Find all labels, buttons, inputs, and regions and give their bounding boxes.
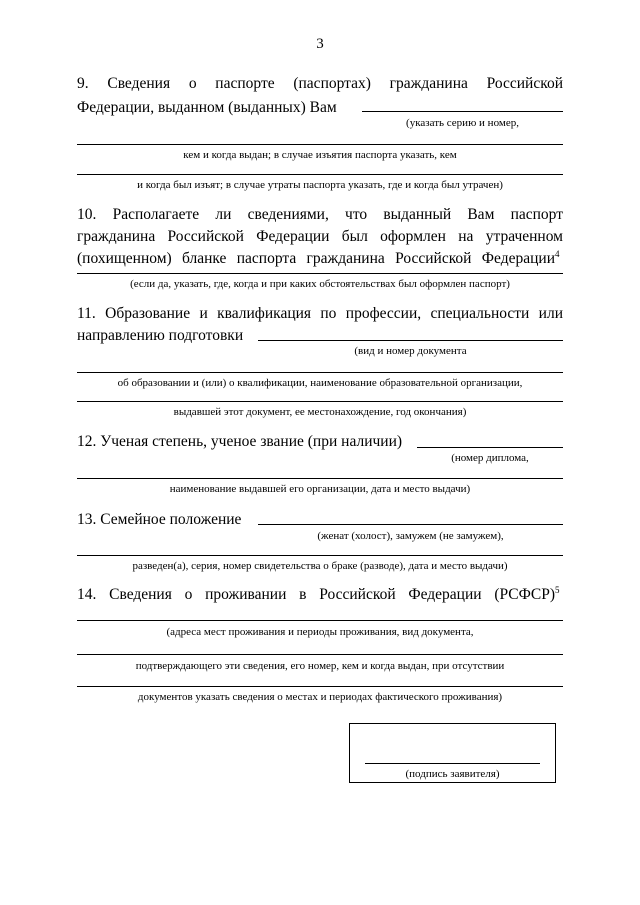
q10-footnote-mark: 4	[555, 248, 560, 259]
q13-line1: 13. Семейное положение	[77, 511, 242, 528]
q9-line1: 9. Сведения о паспорте (паспортах) гражданина Российской	[77, 75, 563, 92]
q14-footnote-mark: 5	[555, 584, 560, 595]
q12-answer-line2[interactable]	[77, 478, 563, 479]
q13-answer-line2[interactable]	[77, 555, 563, 556]
q13-caption2: разведен(а), серия, номер свидетельства о браке (разводе), дата и место выдачи)	[132, 560, 508, 572]
q10-line1: 10. Располагаете ли сведениями, что выданный Вам паспорт	[77, 206, 563, 223]
q10-answer-line[interactable]	[77, 273, 563, 274]
q14-answer-line3[interactable]	[77, 686, 563, 687]
q11-caption1: (вид и номер документа	[354, 345, 467, 357]
q11-line1: 11. Образование и квалификация по профессии, специальности или	[77, 305, 563, 322]
q13-caption1: (женат (холост), замужем (не замужем),	[317, 530, 504, 542]
q11-line2: направлению подготовки	[77, 327, 244, 344]
q9-caption1: (указать серию и номер,	[406, 117, 519, 129]
q10-caption1: (если да, указать, где, когда и при каких обстоятельствах был оформлен паспорт)	[130, 278, 510, 290]
q11-answer-line2[interactable]	[77, 372, 563, 373]
q14-caption3: документов указать сведения о местах и периодах фактического проживания)	[137, 691, 503, 703]
q9-caption2: кем и когда выдан; в случае изъятия паспорта указать, кем	[183, 149, 457, 161]
q10-line2: гражданина Российской Федерации был оформлен на утраченном	[77, 228, 563, 245]
q10-line3	[77, 247, 563, 270]
q11-answer-line1[interactable]	[258, 340, 563, 341]
q11-caption2: об образовании и (или) о квалификации, наименование образовательной организации,	[117, 377, 523, 389]
q9-answer-line2[interactable]	[77, 144, 563, 145]
signature-caption: (подпись заявителя)	[405, 768, 500, 780]
q14-line1-text: 14. Сведения о проживании в Российской Федерации (РСФСР)	[77, 586, 555, 603]
q14-caption2: подтверждающего эти сведения, его номер, кем и когда выдан, при отсутствии	[135, 660, 505, 672]
q11-answer-line3[interactable]	[77, 401, 563, 402]
q12-caption2: наименование выдавшей его организации, дата и место выдачи)	[169, 483, 471, 495]
q14-line1	[77, 583, 563, 606]
q9-answer-line3[interactable]	[77, 174, 563, 175]
q14-answer-line1[interactable]	[77, 620, 563, 621]
q12-line1: 12. Ученая степень, ученое звание (при наличии)	[77, 433, 403, 450]
q11-caption3: выдавшей этот документ, ее местонахождение, год окончания)	[173, 406, 467, 418]
signature-line[interactable]	[365, 763, 540, 764]
q9-answer-line1[interactable]	[362, 111, 563, 112]
page-number: 3	[316, 36, 324, 52]
q13-answer-line1[interactable]	[258, 524, 563, 525]
q14-answer-line2[interactable]	[77, 654, 563, 655]
q12-caption1: (номер диплома,	[451, 452, 529, 464]
q12-answer-line1[interactable]	[417, 447, 563, 448]
q10-line3-text: (похищенном) бланке паспорта гражданина Российской Федерации	[77, 250, 555, 267]
q9-line2: Федерации, выданном (выданных) Вам	[77, 99, 337, 116]
q9-caption3: и когда был изъят; в случае утраты паспорта указать, где и когда был утрачен)	[137, 179, 503, 191]
q14-caption1: (адреса мест проживания и периоды проживания, вид документа,	[166, 626, 474, 638]
